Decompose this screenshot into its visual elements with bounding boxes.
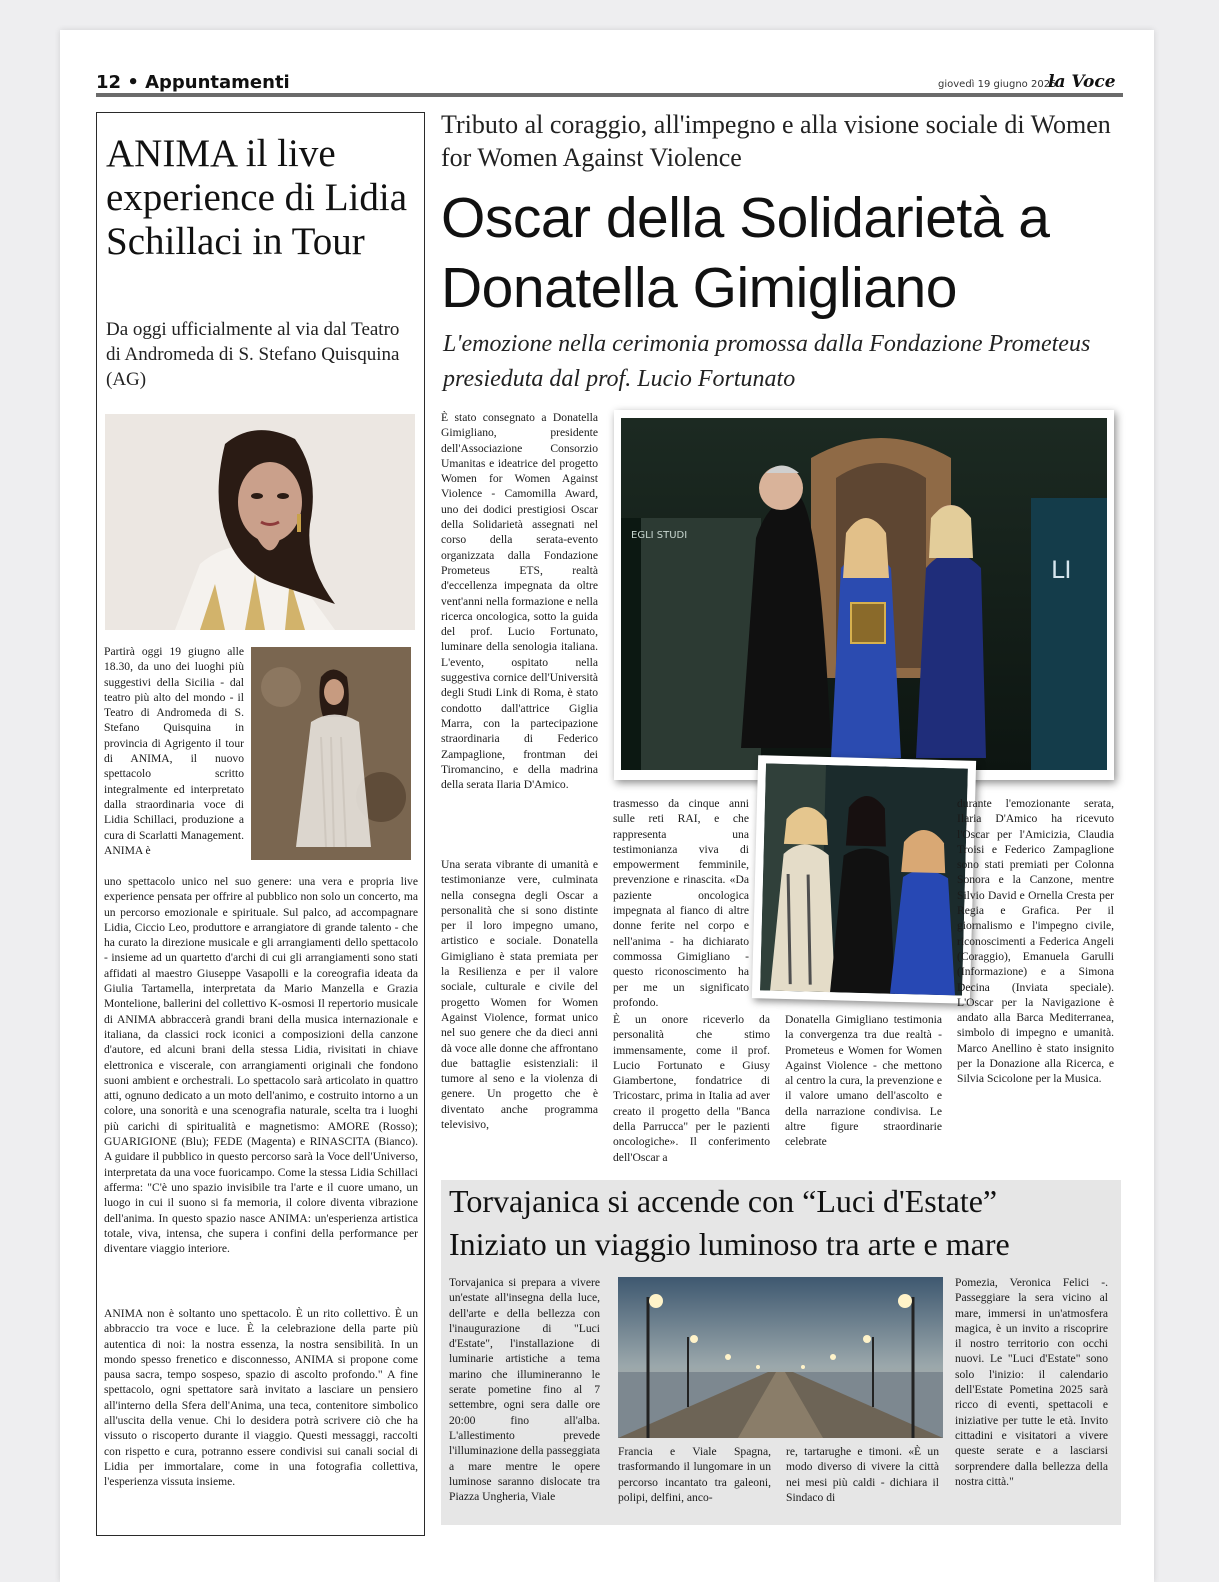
anima-subtitle: Da oggi ufficialmente al via dal Teatro di Andromeda di S. Stefano Quisquina (AG)	[106, 319, 400, 390]
three-women-photo	[760, 763, 968, 995]
torvajanica-headline	[449, 1180, 1119, 1266]
oscar-col2-top: trasmesso da cinque anni sulle reti RAI, e che rappresenta una testimonianza viva di empowerment femminile, prevenzione e rinascita. «Da paziente oncologica impegnata al fianco di altre donne ferite nel corpo e nell'anima - ha dichiarato commossa Gimigliano - questo riconoscimento ha per me un significato profondo.	[613, 797, 749, 1009]
anima-body-end: ANIMA non è soltanto uno spettacolo. È un rito collettivo. È un abbraccio tra voce e luce. È la celebrazione della parte più autentica di noi: la nostra essenza, la nostra sensibilità. In un mondo spesso frenetico e disconnesso, ANIMA si propone come pausa sacra, tempo sospeso, spazio di ascolto profondo." A fine spettacolo, ogni spettatore sarà invitato a lasciare un pensiero all'interno della Sfera dell'Anima, una teca, contenitore simbolico all'uscita della venue. Chi lo desidera potrà scrivere ciò che ha vissuto o riscoperto durante il viaggio. Questi messaggi, raccolti con rispetto e cura, potranno essere condivisi sui canali social di Lidia per immortalare, come in una fotografia collettiva, l'esperienza vissuta insieme.	[104, 1307, 418, 1489]
torvajanica-col4: Pomezia, Veronica Felici -. Passeggiare la sera vicino al mare, immersi in un'atmosfera magica, è un invito a riscoprire il nostro territorio con occhi nuovi. Le "Luci d'Estate" sono solo l'inizio: il calendario dell'Estate Pometina 2025 sarà ricco di eventi, spettacoli e iniziative per tutte le età. Invito cittadini e visitatori a vivere queste serate e a lasciarsi sorprendere dalla bellezza della nostra città."	[955, 1276, 1108, 1488]
lidia-stage-photo	[251, 647, 411, 860]
torvajanica-col3: re, tartarughe e timoni. «È un modo diverso di vivere la città nei mesi più caldi - dichiara il Sindaco di	[786, 1445, 939, 1504]
svg-text:LI: LI	[1051, 556, 1072, 584]
svg-text:EGLI STUDI: EGLI STUDI	[631, 530, 688, 541]
oscar-headline: Oscar della Solidarietà a Donatella Gimigliano	[441, 186, 1050, 320]
oscar-kicker: Tributo al coraggio, all'impegno e alla visione sociale di Women for Women Against Violence	[441, 110, 1111, 172]
oscar-col1-top: È stato consegnato a Donatella Gimigliano, presidente dell'Associazione Consorzio Umanitas e ideatrice del progetto Women for Women Against Violence - Camomilla Award, uno dei dodici prestigiosi Oscar della Solidarietà assegnati nel corso della serata-evento organizzata dalla Fondazione Prometeus ETS, realtà d'eccellenza impegnata da oltre vent'anni nella formazione e nella ricerca oncologica, sotto la guida del prof. Lucio Fortunato, luminare della senologia italiana. L'evento, ospitato nella suggestiva cornice dell'Università degli Studi Link di Roma, è stato condotto dall'attrice Giglia Marra, con la partecipazione straordinaria di Federico Zampaglione, frontman dei Tiromancino, e della madrina della serata Ilaria D'Amico.	[441, 411, 598, 792]
torvajanica-col2: Francia e Viale Spagna, trasformando il lungomare in un percorso incantato tra galeoni, polipi, delfini, anco-	[618, 1445, 771, 1504]
header-rule	[96, 93, 1123, 97]
oscar-col4: durante l'emozionante serata, Ilaria D'Amico ha ricevuto l'Oscar per l'Amicizia, Claudia Troisi e Federico Zampaglione sono stati premiati per Colonna Sonora e la Canzone, mentre Silvio David e Ornella Cresta per Regia e Grafica. Per il giornalismo e l'impegno civile, riconoscimenti a Federica Angeli (Coraggio), Emanuela Garulli (Informazione) e a Simona Decina (Inviata speciale). L'Oscar per la Navigazione è andato alla Barca Mediterranea, simbolo di impegno e umanità. Marco Anellino è stato insignito per la Donazione alla Ricerca, e Silvia Scicolone per la Musica.	[957, 797, 1114, 1086]
page-section-label: 12 • Appuntamenti	[96, 72, 290, 93]
masthead-logo: la Voce	[1048, 72, 1116, 92]
lidia-portrait-photo	[105, 414, 415, 630]
award-ceremony-photo	[621, 418, 1107, 770]
oscar-col3-bottom: Donatella Gimigliano testimonia la convergenza tra due realtà - Prometeus e Women for Women Against Violence - che mettono al centro la cura, la prevenzione e il valore umano dell'ascolto e della narrazione condivisa. Le altre figure straordinarie celebrate	[785, 1013, 942, 1149]
anima-body-wrap: Partirà oggi 19 giugno alle 18.30, da uno dei luoghi più suggestivi della Sicilia - dal teatro più alto del mondo - il Teatro di Andromeda di S. Stefano Quisquina in provincia di Agrigento il tour di ANIMA, il nuovo spettacolo scritto integralmente ed interpretato dalla straordinaria voce di Lidia Schillaci, produzione a cura di Scarlatti Management. ANIMA è	[104, 645, 244, 857]
torvajanica-headline-line1: Torvajanica si accende con “Luci d'Estate”	[449, 1183, 998, 1219]
oscar-deck: L'emozione nella cerimonia promossa dalla Fondazione Prometeus presieduta dal prof. Lucio Fortunato	[443, 331, 1091, 392]
anima-body-main: uno spettacolo unico nel suo genere: una vera e propria live experience pensata per offrire al pubblico non solo un concerto, ma un percorso emozionale e spirituale. Sul palco, ad accompagnare Lidia, Ciccio Leo, produttore e arrangiatore di grande talento - che ha curato la direzione musicale e gli arrangiamenti dello spettacolo - insieme ad un quartetto d'archi di cui gli arrangiamenti sono stati affidati al maestro Giuseppe Vasapolli e la coreografia ideata da Giulia Tartamella, interpretata da Mario Manzella e Grazia Montelione, ballerini del collettivo K-osmosi Il repertorio musicale di ANIMA abbraccerà grandi brani della musica internazionale e italiana, da classici rock iconici a composizioni della canzone d'autore, ed alcuni brani della stessa Lidia, rivisitati in chiave elettronica e viscerale, con arrangiamenti originali che fondono suoni ambient e orchestrali. Lo spettacolo sarà articolato in quattro atti, ognuno dedicato a un moto dell'animo, e costruito intorno a un colore, una sonorità e una scenografia naturale, scelta tra i luoghi più carichi di spiritualità e magnetismo: AMORE (Rosso); GUARIGIONE (Blu); FEDE (Magenta) e RINASCITA (Bianco). A guidare il pubblico in questo percorso sarà la Voce dell'Universo, interpretata da una voce fuoricampo. Come la stessa Lidia Schillaci afferma: "C'è uno spazio invisibile tra l'arte e il cuore umano, un luogo in cui il suono si fa memoria, il colore diventa vibrazione dell'anima. In questo spazio nasce ANIMA: un'esperienza artistica totale, viva, intensa, che supera i confini della performance per diventare viaggio interiore.	[104, 875, 418, 1256]
torvajanica-col1: Torvajanica si prepara a vivere un'estate all'insegna della luce, dell'arte e della bellezza con l'inaugurazione di "Luci d'Estate", l'installazione di luminarie artistiche a tema marino che illumineranno le serate pometine fino al 7 settembre, ogni sera dalle ore 20:00 fino all'alba. L'allestimento prevede l'illuminazione della passeggiata a mare mentre le opere luminose saranno dislocate tra Piazza Ungheria, Viale	[449, 1276, 600, 1504]
anima-headline: ANIMA il live experience di Lidia Schillaci in Tour	[106, 132, 408, 263]
torvajanica-headline-line2: Iniziato un viaggio luminoso tra arte e mare	[449, 1226, 1010, 1262]
pier-night-photo	[618, 1277, 943, 1438]
oscar-col2-bottom: È un onore riceverlo da personalità che stimo immensamente, come il prof. Lucio Fortunato e Giusy Giambertone, fondatrice di Tricostarc, prima in Italia ad aver creato il progetto della "Banca della Parrucca" per le pazienti oncologiche». Il conferimento dell'Oscar a	[613, 1013, 770, 1164]
oscar-col1-bottom: Una serata vibrante di umanità e testimonianze vere, culminata nella consegna degli Oscar a personalità che si sono distinte per il loro impegno umano, artistico e sociale. Donatella Gimigliano è stata premiata per la Resilienza e per il valore sociale, culturale e civile del progetto Women for Women Against Violence, format unico nel suo genere che da dieci anni dà voce alle donne che affrontano due battaglie esistenziali: il tumore al seno e la violenza di genere. Un progetto che è diventato anche programma televisivo,	[441, 858, 598, 1132]
issue-date: giovedì 19 giugno 2025	[938, 79, 1057, 90]
